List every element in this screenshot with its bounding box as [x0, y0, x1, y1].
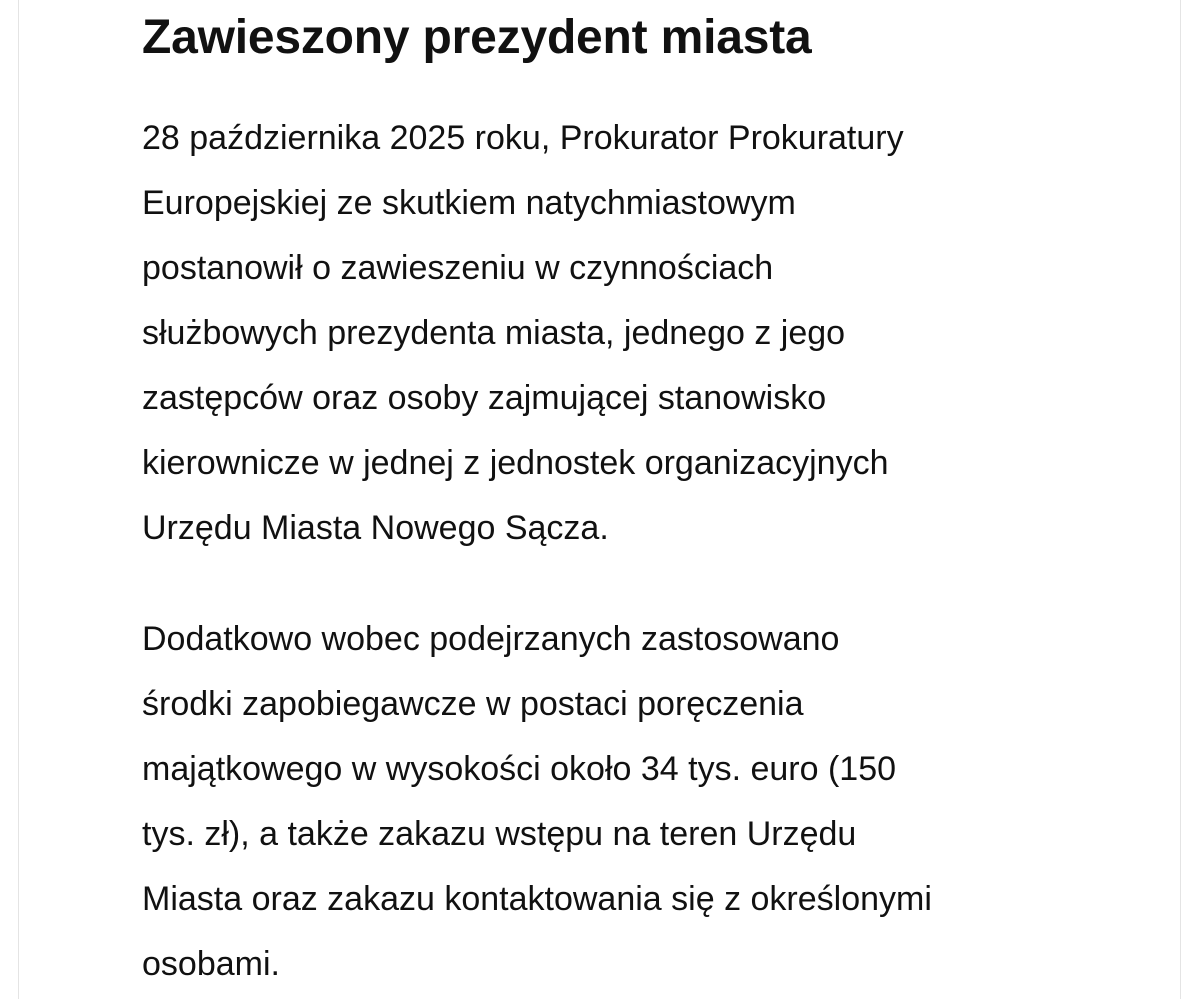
paragraph-line: kierownicze w jednej z jednostek organizacyjnych [142, 444, 889, 482]
article-title: Zawieszony prezydent miasta [142, 11, 812, 64]
paragraph-line: Dodatkowo wobec podejrzanych zastosowano [142, 620, 840, 658]
paragraph-line: majątkowego w wysokości około 34 tys. euro (150 [142, 750, 897, 788]
paragraph-line: Urzędu Miasta Nowego Sącza. [142, 509, 609, 547]
paragraph-line: Europejskiej ze skutkiem natychmiastowym [142, 184, 796, 222]
paragraph-line: Miasta oraz zakazu kontaktowania się z określonymi [142, 880, 932, 918]
article-paragraph-2 [142, 607, 1102, 997]
paragraph-line: tys. zł), a także zakazu wstępu na teren Urzędu [142, 815, 857, 853]
paragraph-line: postanowił o zawieszeniu w czynnościach [142, 249, 774, 287]
paragraph-line: środki zapobiegawcze w postaci poręczenia [142, 685, 804, 723]
paragraph-line: zastępców oraz osoby zajmującej stanowisko [142, 379, 827, 417]
right-border [1180, 0, 1181, 999]
article-content [142, 6, 1102, 999]
paragraph-line: 28 października 2025 roku, Prokurator Prokuratury [142, 119, 904, 157]
article-paragraph-1 [142, 106, 1102, 561]
paragraph-line: osobami. [142, 945, 280, 983]
left-border [18, 0, 19, 999]
paragraph-line: służbowych prezydenta miasta, jednego z jego [142, 314, 846, 352]
